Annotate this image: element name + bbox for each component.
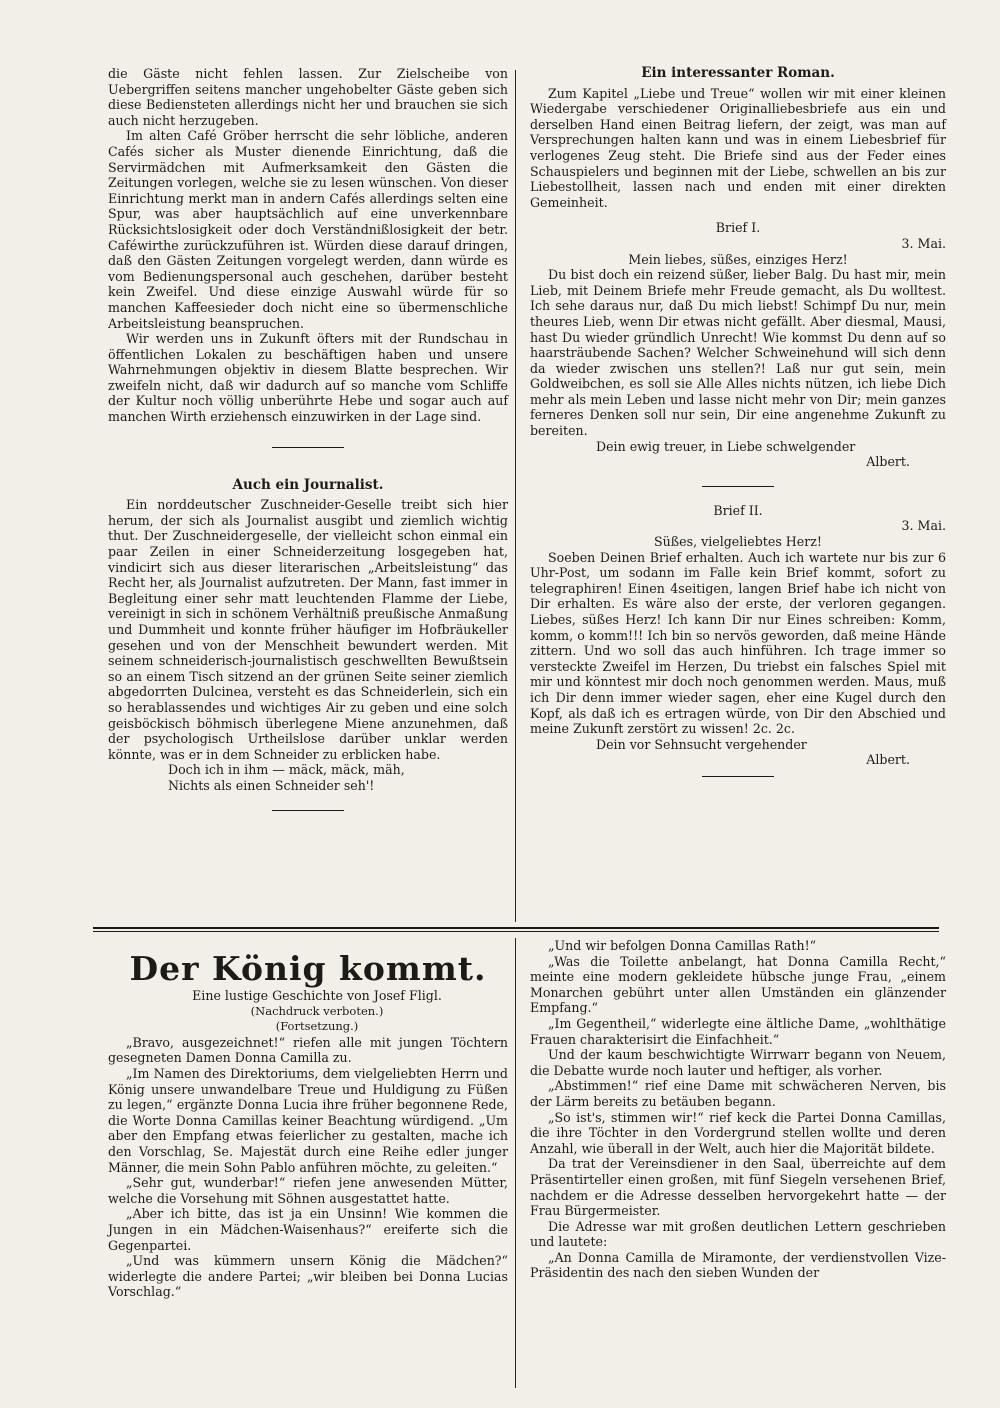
paragraph: „An Donna Camilla de Miramonte, der verdienstvollen Vize-Präsidentin des nach den sieben Wunden der [530,1249,946,1281]
paragraph: „Abstimmen!“ rief eine Dame mit schwächeren Nerven, bis der Lärm bereits zu betäuben begann. [530,1078,946,1109]
letter-salutation: Süßes, vielgeliebtes Herz! [654,534,822,550]
paragraph: „Sehr gut, wunderbar!“ riefen jene anwesenden Mütter, welche die Vorsehung mit Söhnen ausgestattet hatte. [108,1175,508,1206]
letter-date: 3. Mai. [901,235,946,251]
separator [702,486,774,487]
article-title-roman: Ein interessanter Roman. [641,65,835,81]
separator [272,447,344,448]
paragraph: Soeben Deinen Brief erhalten. Auch ich wartete nur bis zur 6 Uhr-Post, um sodann im Falle kein Brief kommt, sofort zu telegraphiren! Einen 4seitigen, langen Brief habe ich nicht von Dir erhalten. Es wäre also der erste, der verloren gegangen. Liebes, süßes Herz! Ich kann Dir nur Eines schreiben: Komm, komm, o komm!!! Ich bin so nervös geworden, daß meine Hände zittern. Und wo soll das auch hinführen. Ich trage immer so versteckte Zweifel im Herzen, Du triebst ein falsches Spiel mit mir und könntest mir doch noch genommen werden. Maus, muß ich Dir denn immer wieder sagen, eher eine Kugel durch den Kopf, als daß ich es ertragen würde, von Dir den Abschied und meine Zukunft zerstört zu wissen! 2c. 2c. [530,549,946,737]
paragraph: die Gäste nicht fehlen lassen. Zur Zielscheibe von Uebergriffen seitens mancher ungehobelter Gäste geben sich diese Bediensteten allerdings nicht her und brauchen sie sich auch nicht herzugeben. [108,66,508,128]
paragraph: „Was die Toilette anbelangt, hat Donna Camilla Recht,“ meinte eine modern gekleidete hübsche junge Frau, „einem Monarchen gebührt unter allen Umständen ein glänzender Empfang.“ [530,953,946,1016]
letter-closing: Dein vor Sehnsucht vergehender [596,736,807,752]
column-divider [515,938,516,1388]
section-divider [93,931,939,932]
letter-closing: Dein ewig treuer, in Liebe schwelgender [596,438,856,454]
continuation-note: (Fortsetzung.) [275,1019,359,1034]
paragraph: Im alten Café Gröber herrscht die sehr löbliche, anderen Cafés sicher als Muster dienende Einrichtung, daß die Servirmädchen mit Aufmerksamkeit den Gästen die Zeitungen vorlegen, welche sie zu lesen wünschen. Von dieser Einrichtung merkt man in andern Cafés allerdings selten eine Spur, was aber hauptsächlich auf eine unverkennbare Rücksichtslosigkeit oder doch Verständnißlosigkeit der betr. Caféwirthe zurückzuführen ist. Würden diese darauf dringen, daß den Gästen Zeitungen vorgelegt werden, dann würde es vom Bedienungspersonal auch geschehen, darüber besteht kein Zweifel. Und diese einzige Auswahl würde für so manchen Kaffeesieder doch nicht eine so übermenschliche Arbeitsleistung beanspruchen. [108,128,508,331]
paragraph: Die Adresse war mit großen deutlichen Lettern geschrieben und lautete: [530,1218,946,1250]
separator [272,810,344,811]
letter-heading: Brief II. [713,502,763,518]
article-title-journalist: Auch ein Journalist. [232,476,384,493]
verse-line: Nichts als einen Schneider seh'! [168,777,375,793]
letter-salutation: Mein liebes, süßes, einziges Herz! [628,251,848,267]
paragraph: Ein norddeutscher Zuschneider-Geselle treibt sich hier herum, der sich als Journalist ausgibt und ziemlich wichtig thut. Der Zuschneidergeselle, der vielleicht schon einmal ein paar Zeilen in einer Schneiderzeitung losgegeben hat, vindicirt sich aus dieser literarischen „Arbeitsleistung“ das Recht her, als Journalist aufzutreten. Der Mann, fast immer in Begleitung einer sehr matt leuchtenden Flamme der Liebe, vereinigt in sich in schönem Verhältniß preußische Anmaßung und Dummheit und konnte früher häufiger im Hofbräukeller gesehen und von der Menschheit bewundert werden. Mit seinem schneiderisch-journalistisch geschwellten Bewußtsein so an einem Tisch sitzend an der grünen Seite seiner ziemlich abgedorrten Dulcinea, versteht es das Schneiderlein, sich ein so herablassendes und wichtiges Air zu geben und eine solch geisböckisch böhmisch überlegene Miene anzunehmen, daß der psychologisch Urtheilslose darüber unklar werden könnte, was er in dem Schneider zu erblicken habe. [108,497,508,762]
paragraph: „Und was kümmern unsern König die Mädchen?“ widerlegte die andere Partei; „wir bleiben bei Donna Lucias Vorschlag.“ [108,1253,508,1300]
story-subtitle: Eine lustige Geschichte von Josef Fligl. [192,988,442,1003]
paragraph: „Aber ich bitte, das ist ja ein Unsinn! Wie kommen die Jungen in ein Mädchen-Waisenhaus?“ ereiferte sich die Gegenpartei. [108,1206,508,1253]
bottom-right-column [530,938,946,1281]
verse-line: Doch ich in ihm — mäck, mäck, mäh, [168,762,405,778]
paragraph: „Bravo, ausgezeichnet!“ riefen alle mit jungen Töchtern gesegneten Damen Donna Camilla zu. [108,1034,508,1066]
story-title: Der König kommt. [129,949,487,988]
paragraph: „Im Namen des Direktoriums, dem vielgeliebten Herrn und König unsere unwandelbare Treue und Huldigung zu Füßen zu legen,“ ergänzte Donna Lucia ihre früher begonnene Rede, die Worte Donna Camillas keiner Beachtung würdigend. „Um aber den Empfang etwas feierlicher zu gestalten, mache ich den Vorschlag, Se. Majestät durch eine Reihe edler junger Männer, die mein Sohn Pablo anführen möchte, zu geleiten.“ [108,1065,508,1175]
paragraph: „Im Gegentheil,“ widerlegte eine ältliche Dame, „wohlthätige Frauen charakterisirt die Einfachheit.“ [530,1015,946,1047]
paragraph: „Und wir befolgen Donna Camillas Rath!“ [548,938,817,953]
right-top-column [530,66,946,793]
reprint-note: (Nachdruck verboten.) [250,1003,384,1018]
paragraph: Du bist doch ein reizend süßer, lieber Balg. Du hast mir, mein Lieb, mit Deinem Briefe mehr Freude gemacht, als Du wolltest. Ich sehe daraus nur, daß Du mich liebst! Schimpf Du nur, mein theures Lieb, wenn Dir etwas nicht gefällt. Aber diesmal, Mausi, hast Du wieder gründlich Unrecht! Wie kommst Du denn auf so haarsträubende Sachen? Welcher Schweinehund will sich denn da wieder zwischen uns stellen?! Laß nur gut sein, mein Goldweibchen, es soll sie Alle Alles nichts nützen, ich liebe Dich mehr als mein Leben und lasse nicht mehr von Dir; mein ganzes ferneres Denken soll nur sein, Dir eine angenehme Zukunft zu bereiten. [530,267,946,439]
paragraph: Da trat der Vereinsdiener in den Saal, überreichte auf dem Präsentirteller einen großen, mit fünf Siegeln versehenen Brief, nachdem er die Adresse desselben hervorgekehrt hatte — der Frau Bürgermeister. [530,1156,946,1219]
paragraph: Zum Kapitel „Liebe und Treue“ wollen wir mit einer kleinen Wiedergabe verschiedener Originalliebesbriefe aus ein und derselben Hand einen Beitrag liefern, der zeigt, was man auf Versprechungen halten kann und was in einem Liebesbrief für verlogenes Zeug steht. Die Briefe sind aus der Feder eines Schauspielers und beginnen mit der Liebe, schwellen an bis zur Liebestollheit, lassen nach und enden mit einer direkten Gemeinheit. [530,85,946,210]
paragraph: Und der kaum beschwichtigte Wirrwarr begann von Neuem, die Debatte wurde noch lauter und heftiger, als vorher. [530,1047,946,1078]
section-divider [93,927,939,929]
bottom-left-column [108,944,508,1300]
letter-signature: Albert. [866,454,910,470]
letter-signature: Albert. [866,752,910,768]
paragraph: Wir werden uns in Zukunft öfters mit der Rundschau in öffentlichen Lokalen zu beschäftigen haben und unsere Wahrnehmungen objektiv in diesem Blatte besprechen. Wir zweifeln nicht, daß wir dadurch auf so manche vom Schliffe der Kultur noch völlig unberührte Hebe und sogar auch auf manchen Wirth erziehensch einzuwirken in der Lage sind. [108,331,508,425]
paragraph: „So ist's, stimmen wir!“ rief keck die Partei Donna Camillas, die ihre Töchter in den Vordergrund stellen wollte und deren Anzahl, wie überall in der Welt, auch hier die Majorität bildete. [530,1109,946,1156]
left-top-column [108,66,508,827]
column-divider [515,70,516,922]
separator [702,776,774,777]
letter-heading: Brief I. [715,220,761,236]
letter-date: 3. Mai. [901,518,946,534]
